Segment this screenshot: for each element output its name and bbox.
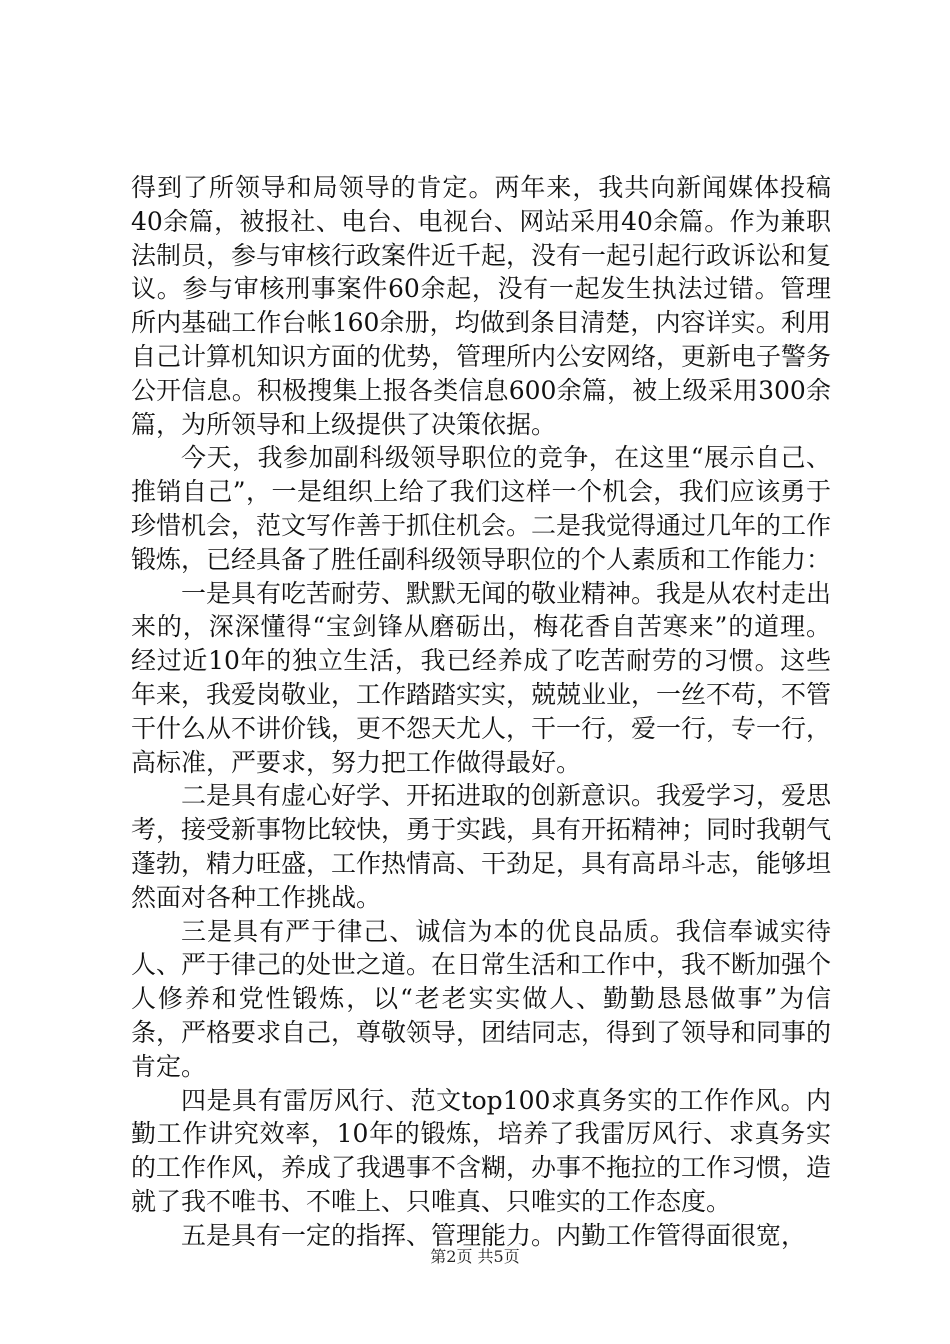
paragraph-point-one: 一是具有吃苦耐劳、默默无闻的敬业精神。我是从农村走出来的，深深懂得“宝剑锋从磨砺出，梅花香自苦寒来”的道理。经过近10年的独立生活，我已经养成了吃苦耐劳的习惯。这些年来，我爱岗敬业，工作踏踏实实，兢兢业业，一丝不苟，不管干什么从不讲价钱，更不怨天尤人，干一行，爱一行，专一行，高标准，严要求，努力把工作做得最好。 xyxy=(131,578,832,777)
paragraph-point-four: 四是具有雷厉风行、范文top100求真务实的工作作风。内勤工作讲究效率，10年的锻炼，培养了我雷厉风行、求真务实的工作作风，养成了我遇事不含糊，办事不拖拉的工作习惯，造就了我不唯书、不唯上、只唯真、只唯实的工作态度。 xyxy=(131,1085,832,1216)
paragraph-point-two: 二是具有虚心好学、开拓进取的创新意识。我爱学习，爱思考，接受新事物比较快，勇于实践，具有开拓精神；同时我朝气蓬勃，精力旺盛，工作热情高、干劲足，具有高昂斗志，能够坦然面对各种工作挑战。 xyxy=(131,781,832,912)
page-number-footer: 第2页 共5页 xyxy=(430,1247,520,1266)
paragraph-competition-intro: 今天，我参加副科级领导职位的竞争，在这里“展示自己、推销自己”，一是组织上给了我们这样一个机会，我们应该勇于珍惜机会，范文写作善于抓住机会。二是我觉得通过几年的工作锻炼，已经具备了胜任副科级领导职位的个人素质和工作能力： xyxy=(131,443,832,574)
paragraph-point-three: 三是具有严于律己、诚信为本的优良品质。我信奉诚实待人、严于律己的处世之道。在日常生活和工作中，我不断加强个人修养和党性锻炼，以“老老实实做人、勤勤恳恳做事”为信条，严格要求自己，尊敬领导，团结同志，得到了领导和同事的肯定。 xyxy=(131,916,832,1081)
paragraph-continuation: 得到了所领导和局领导的肯定。两年来，我共向新闻媒体投稿40余篇，被报社、电台、电视台、网站采用40余篇。作为兼职法制员，参与审核行政案件近千起，没有一起引起行政诉讼和复议。参与审核刑事案件60余起，没有一起发生执法过错。管理所内基础工作台帐160余册，均做到条目清楚，内容详实。利用自己计算机知识方面的优势，管理所内公安网络，更新电子警务公开信息。积极搜集上报各类信息600余篇，被上级采用300余篇，为所领导和上级提供了决策依据。 xyxy=(131,173,832,439)
document-body xyxy=(131,171,831,1253)
paragraph-point-five: 五是具有一定的指挥、管理能力。内勤工作管得面很宽， xyxy=(181,1220,807,1250)
